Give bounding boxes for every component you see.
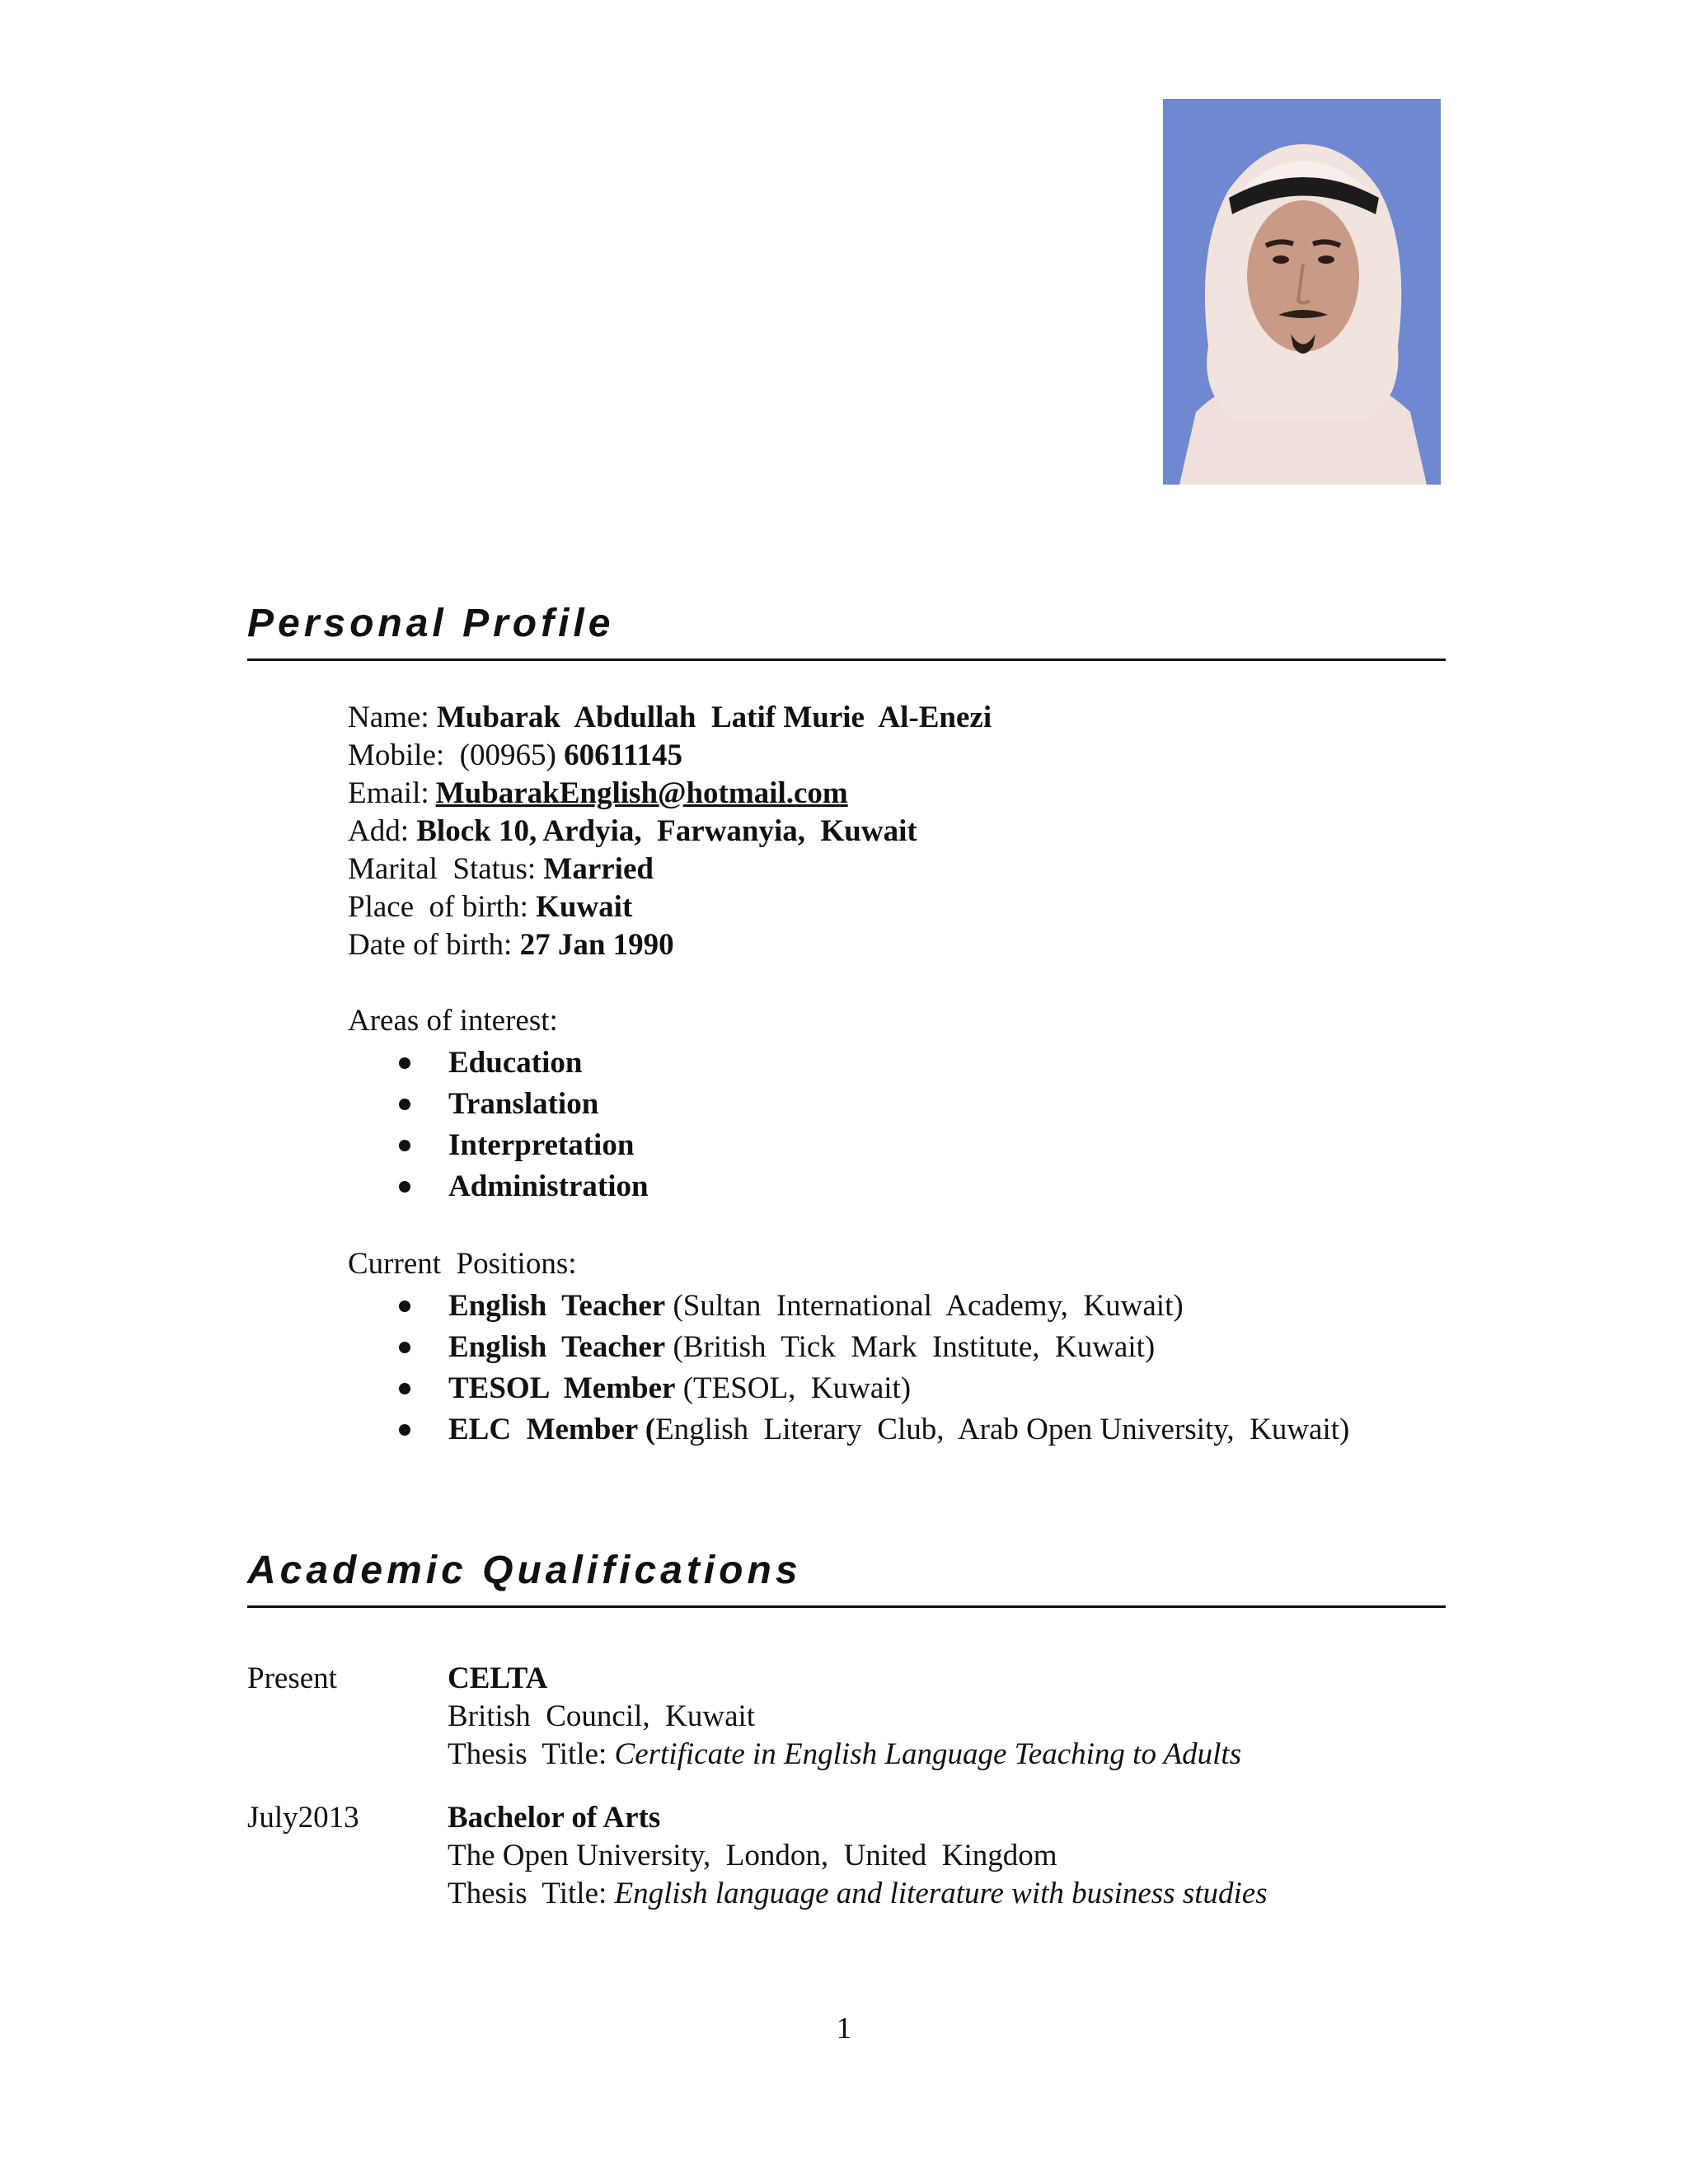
qualification-institution: British Council, Kuwait bbox=[448, 1699, 756, 1733]
thesis-title: Certificate in English Language Teaching to Adults bbox=[614, 1737, 1242, 1771]
mobile-label: Mobile: (00965) bbox=[348, 738, 556, 772]
place-of-birth-value: Kuwait bbox=[536, 890, 633, 924]
section-divider bbox=[247, 1605, 1446, 1608]
thesis-title: English language and literature with business studies bbox=[614, 1877, 1268, 1910]
place-of-birth-label: Place of birth: bbox=[348, 890, 528, 924]
list-item: Education bbox=[448, 1043, 1349, 1084]
qualification-title: CELTA bbox=[448, 1661, 548, 1695]
profile-photo-image bbox=[1163, 99, 1441, 485]
list-item: ELC Member (English Literary Club, Arab Open University, Kuwait) bbox=[448, 1409, 1349, 1451]
section-divider bbox=[247, 658, 1446, 661]
date-of-birth-row bbox=[348, 926, 1349, 964]
marital-status-row bbox=[348, 851, 1349, 888]
bullet-icon bbox=[399, 1099, 410, 1110]
date-of-birth-value: 27 Jan 1990 bbox=[519, 928, 674, 962]
qualification-details bbox=[448, 1660, 1519, 1774]
address-value: Block 10, Ardyia, Farwanyia, Kuwait bbox=[416, 814, 917, 848]
list-item: English Teacher (Sultan International Academy, Kuwait) bbox=[448, 1286, 1349, 1327]
thesis-label: Thesis Title: bbox=[448, 1877, 615, 1910]
academic-qualifications-heading: Academic Qualifications bbox=[247, 1549, 802, 1592]
personal-profile-heading: Personal Profile bbox=[247, 602, 615, 645]
thesis-label: Thesis Title: bbox=[448, 1737, 615, 1771]
bullet-icon bbox=[399, 1140, 410, 1151]
marital-status-label: Marital Status: bbox=[348, 852, 537, 886]
list-item: Interpretation bbox=[448, 1125, 1349, 1166]
email-label: Email: bbox=[348, 776, 429, 810]
list-item: English Teacher (British Tick Mark Institute, Kuwait) bbox=[448, 1327, 1349, 1368]
qualification-title: Bachelor of Arts bbox=[448, 1801, 661, 1835]
bullet-icon bbox=[399, 1301, 410, 1312]
current-positions-list bbox=[348, 1286, 1349, 1451]
personal-profile-section-header bbox=[247, 599, 1446, 661]
areas-of-interest-list bbox=[348, 1043, 1349, 1207]
list-item: TESOL Member (TESOL, Kuwait) bbox=[448, 1368, 1349, 1409]
name-row bbox=[348, 699, 1349, 737]
list-item: Translation bbox=[448, 1084, 1349, 1125]
date-of-birth-label: Date of birth: bbox=[348, 928, 513, 962]
address-row bbox=[348, 813, 1349, 851]
place-of-birth-row bbox=[348, 888, 1349, 926]
bullet-icon bbox=[399, 1383, 410, 1394]
bullet-icon bbox=[399, 1181, 410, 1193]
email-link[interactable]: MubarakEnglish@hotmail.com bbox=[435, 776, 848, 810]
name-value: Mubarak Abdullah Latif Murie Al-Enezi bbox=[436, 701, 992, 734]
address-label: Add: bbox=[348, 814, 409, 848]
mobile-row bbox=[348, 737, 1349, 775]
current-positions-label: Current Positions: bbox=[348, 1247, 577, 1281]
qualification-date: Present bbox=[247, 1661, 337, 1695]
personal-details bbox=[348, 699, 1349, 1451]
bullet-icon bbox=[399, 1342, 410, 1353]
profile-photo bbox=[1163, 99, 1441, 485]
qualification-thesis bbox=[448, 1736, 1519, 1774]
list-item: Administration bbox=[448, 1166, 1349, 1207]
qualification-details bbox=[448, 1799, 1519, 1913]
email-row bbox=[348, 775, 1349, 813]
academic-qualifications-section-header bbox=[247, 1546, 1446, 1608]
qualification-date: July2013 bbox=[247, 1801, 359, 1835]
qualification-thesis bbox=[448, 1875, 1519, 1913]
marital-status-value: Married bbox=[543, 852, 654, 886]
page-number: 1 bbox=[836, 2012, 852, 2046]
bullet-icon bbox=[399, 1057, 410, 1069]
name-label: Name: bbox=[348, 701, 429, 734]
mobile-value: 60611145 bbox=[564, 738, 682, 772]
qualification-institution: The Open University, London, United Kingdom bbox=[448, 1839, 1057, 1872]
areas-of-interest-label: Areas of interest: bbox=[348, 1004, 558, 1038]
bullet-icon bbox=[399, 1424, 410, 1436]
